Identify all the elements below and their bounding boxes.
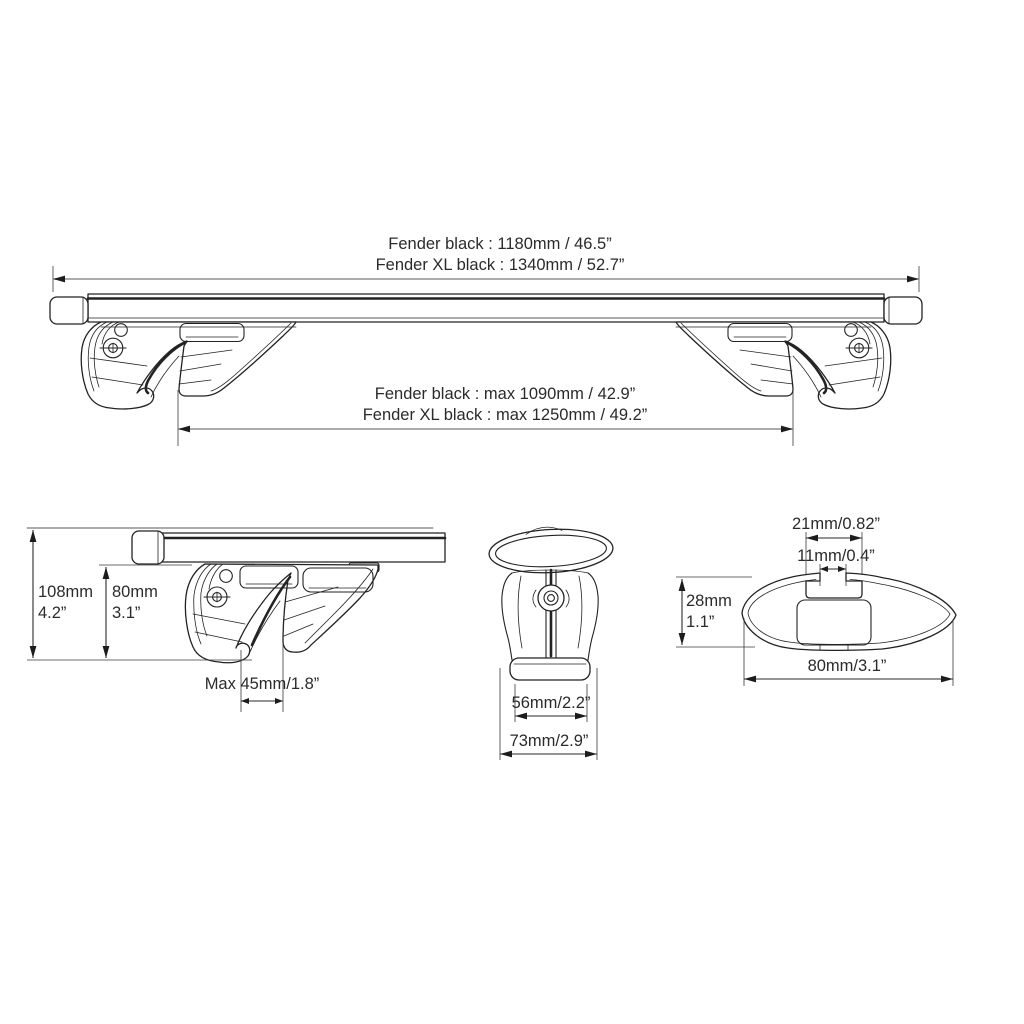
foot-front xyxy=(502,570,598,680)
foot-base-rim xyxy=(510,658,590,680)
clearance-height-mm: 80mm xyxy=(112,583,158,601)
clearance-height-in: 3.1” xyxy=(112,604,141,622)
foot-width-label: 56mm/2.2” xyxy=(511,694,591,712)
jaw-opening-label: Max 45mm/1.8” xyxy=(204,675,320,693)
foot-outline-side xyxy=(185,564,378,663)
bar-length-dimension xyxy=(53,235,919,292)
end-cap-side xyxy=(132,531,164,564)
top-assembly-view xyxy=(50,235,922,446)
foot-front-right-edge xyxy=(588,573,598,660)
bar-end-ellipse xyxy=(488,524,614,576)
front-view xyxy=(488,524,614,760)
bar-length-label-1: Fender black : 1180mm / 46.5” xyxy=(388,235,612,253)
clamp-foot-left xyxy=(81,322,296,409)
foot-front-left-edge xyxy=(502,573,512,660)
bar-profile xyxy=(742,573,956,650)
end-cap-left xyxy=(50,297,88,324)
foot-spread-label-2: Fender XL black : max 1250mm / 49.2” xyxy=(362,406,648,424)
base-width-dimension xyxy=(500,668,597,760)
slot-opening-label: 11mm/0.4” xyxy=(797,547,875,565)
foot-spread-dimension xyxy=(178,385,793,446)
end-cap-right xyxy=(884,297,922,324)
crossbar-top xyxy=(50,294,922,324)
profile-height-in: 1.1” xyxy=(686,613,715,631)
bolt-icon-front xyxy=(533,585,569,611)
base-width-label: 73mm/2.9” xyxy=(509,732,589,750)
slot-width-dimension xyxy=(792,515,880,576)
clamp-foot-side xyxy=(185,564,378,663)
center-strap xyxy=(546,570,556,658)
clamp-foot-right xyxy=(676,322,891,409)
overall-height-in: 4.2” xyxy=(38,604,67,622)
foot-spread-label-1: Fender black : max 1090mm / 42.9” xyxy=(374,385,636,403)
foot-width-dimension xyxy=(512,684,591,722)
profile-width-label: 80mm/3.1” xyxy=(807,657,887,675)
bar-length-label-2: Fender XL black : 1340mm / 52.7” xyxy=(375,256,625,274)
cross-section-view xyxy=(676,515,956,686)
profile-height-mm: 28mm xyxy=(686,592,732,610)
clearance-height-dimension xyxy=(99,565,192,658)
slot-width-label: 21mm/0.82” xyxy=(791,515,881,533)
overall-height-mm: 108mm xyxy=(38,583,94,601)
side-view xyxy=(27,528,445,712)
